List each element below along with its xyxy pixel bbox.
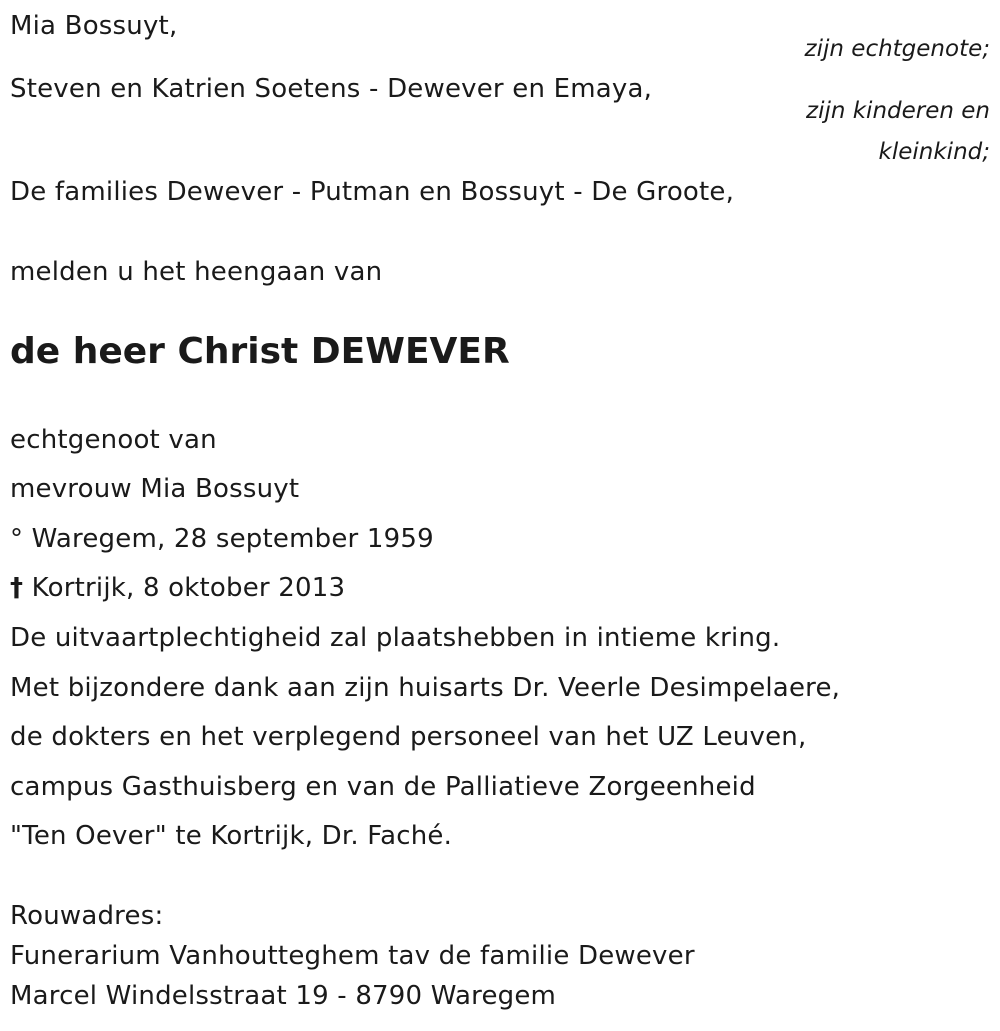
thanks-line-3: campus Gasthuisberg en van de Palliatieve Zorgeenheid — [10, 772, 756, 802]
birth-line: ° Waregem, 28 september 1959 — [10, 524, 434, 554]
family-children-role-a: zijn kinderen en — [806, 98, 990, 124]
announcement-text: melden u het heengaan van — [10, 257, 383, 287]
cross-icon: † — [10, 573, 24, 603]
funeral-line: De uitvaartplechtigheid zal plaatshebben in intieme kring. — [10, 623, 781, 653]
spouse-label: echtgenoot van — [10, 425, 217, 455]
death-text: Kortrijk, 8 oktober 2013 — [31, 573, 346, 603]
family-spouse-role: zijn echtgenote; — [804, 36, 990, 62]
thanks-line-1: Met bijzondere dank aan zijn huisarts Dr. Veerle Desimpelaere, — [10, 673, 841, 703]
family-relatives-line: De families Dewever - Putman en Bossuyt - De Groote, — [10, 177, 735, 207]
thanks-line-4: "Ten Oever" te Kortrijk, Dr. Faché. — [10, 821, 453, 851]
family-children-role-b: kleinkind; — [878, 139, 990, 165]
thanks-line-2: de dokters en het verplegend personeel van het UZ Leuven, — [10, 722, 807, 752]
family-spouse-line: Mia Bossuyt, — [10, 11, 178, 41]
spouse-name: mevrouw Mia Bossuyt — [10, 474, 300, 504]
address-line-1: Funerarium Vanhoutteghem tav de familie Dewever — [10, 941, 695, 971]
death-line — [10, 572, 345, 604]
deceased-name: de heer Christ DEWEVER — [10, 331, 510, 372]
address-label: Rouwadres: — [10, 901, 164, 931]
family-children-line: Steven en Katrien Soetens - Dewever en Emaya, — [10, 74, 653, 104]
address-line-2: Marcel Windelsstraat 19 - 8790 Waregem — [10, 981, 557, 1011]
